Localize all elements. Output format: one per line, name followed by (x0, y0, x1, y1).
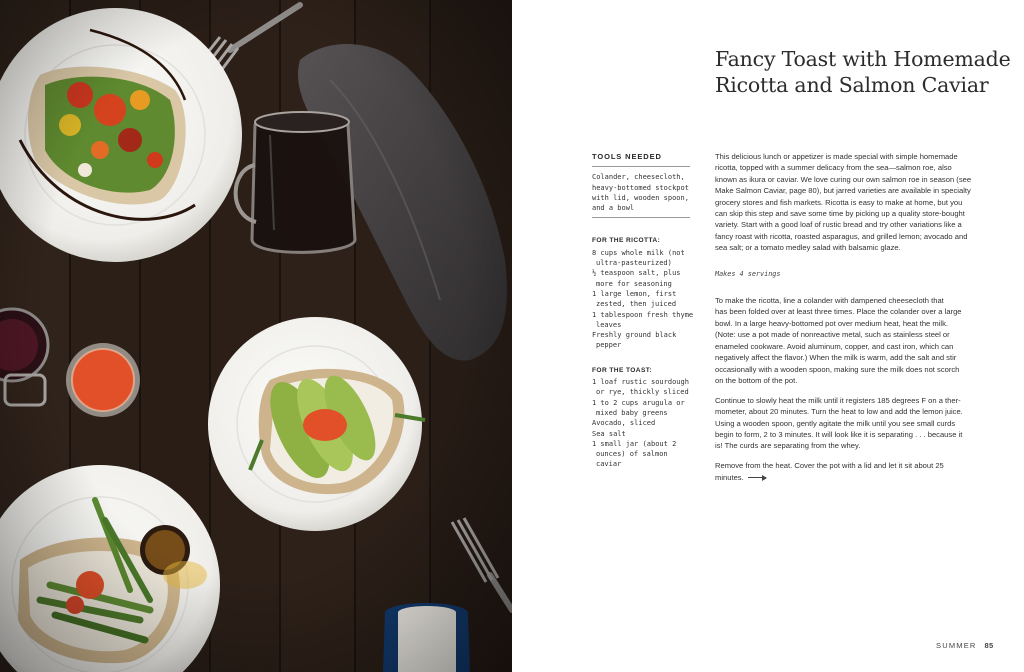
ingredient-line: 8 cups whole milk (not (592, 248, 685, 257)
ingredient-line: ultra-pasteurized) (596, 259, 672, 268)
tools-line: with lid, wooden spoon, (592, 193, 689, 202)
continue-arrow-icon (748, 477, 766, 478)
body-line: begin to form, 2 to 3 minutes. It will look like it is separating . . . because it (715, 430, 963, 440)
body-line: has been folded over at least three times. Place the colander over a large (715, 307, 962, 317)
ingredient-line: Avocado, sliced (592, 419, 656, 428)
tools-line: Colander, cheesecloth, (592, 173, 685, 182)
tools-line: and a bowl (592, 204, 635, 213)
ingredient-line: 1 tablespoon fresh thyme (592, 310, 694, 319)
step-paragraph (715, 295, 991, 386)
page-footer (936, 641, 994, 650)
ingredient-line: Sea salt (592, 429, 626, 438)
ingredient-line: more for seasoning (596, 279, 672, 288)
recipe-title (715, 46, 1015, 98)
body-line: known as ikura or caviar. We love curing our own salmon roe in season (see (715, 174, 972, 184)
recipe-body (715, 151, 991, 483)
recipe-page (512, 0, 1024, 672)
toast-ingredients (592, 366, 690, 470)
body-line-text: minutes. (715, 472, 744, 482)
body-line: (Note: use a pot made of nonreactive metal, such as stainless steel or (715, 330, 950, 340)
tools-line: heavy-bottomed stockpot (592, 183, 689, 192)
body-line: on the bottom of the pot. (715, 375, 798, 385)
tools-list (592, 172, 690, 218)
body-line: grocery stores and fish markets. Ricotta is easy to make at home, but you (715, 197, 963, 207)
ricotta-ingredients (592, 236, 694, 350)
body-line: enameled cookware. Avoid aluminum, copper, and cast iron, which can (715, 341, 954, 351)
title-line: Ricotta and Salmon Caviar (715, 73, 989, 97)
body-line: variety. Start with a good loaf of rustic bread and try other variations like a (715, 220, 962, 230)
title-line: Fancy Toast with Homemade (715, 47, 1011, 71)
step-paragraph (715, 460, 991, 483)
body-line: Using a wooden spoon, gently agitate the milk until you see small curds (715, 418, 956, 428)
body-line: Continue to slowly heat the milk until it registers 185 degrees F on a ther- (715, 395, 961, 405)
ricotta-heading: FOR THE RICOTTA: (592, 237, 661, 245)
ingredient-line: or rye, thickly sliced (596, 388, 689, 397)
body-line: This delicious lunch or appetizer is made special with simple homemade (715, 152, 958, 161)
body-line: occasionally with a wooden spoon, making sure the milk does not scorch (715, 364, 960, 374)
body-line: Make Salmon Caviar, page 80), but jarred varieties are available in specialty (715, 186, 971, 196)
ingredient-line: leaves (596, 320, 622, 329)
ingredient-line: ½ teaspoon salt, plus (592, 269, 681, 278)
ingredient-line: mixed baby greens (596, 408, 668, 417)
ingredient-line: pepper (596, 341, 622, 350)
body-line: is! The curds are separating from the whey. (715, 441, 861, 451)
toast-heading: FOR THE TOAST: (592, 366, 653, 374)
ingredient-line: zested, then juiced (596, 300, 677, 309)
ingredient-line: Freshly ground black (592, 331, 677, 340)
section-name: SUMMER (936, 641, 977, 650)
body-line: bowl. In a large heavy-bottomed pot over medium heat, heat the milk. (715, 318, 948, 328)
body-line: To make the ricotta, line a colander with dampened cheesecloth that (715, 296, 944, 306)
body-line: fancy roast with ricotta, roasted asparagus, and grilled lemon; avocado and (715, 231, 968, 241)
body-line (715, 472, 991, 483)
body-line: ricotta, topped with a summer delicacy from the sea—salmon roe, also (715, 163, 952, 173)
page-number: 85 (984, 641, 994, 650)
body-line: negatively affect the flavor.) When the milk is warm, add the salt and stir (715, 353, 957, 363)
tools-heading: TOOLS NEEDED (592, 152, 690, 167)
ingredient-line: ounces) of salmon (596, 450, 668, 459)
ingredient-line: 1 large lemon, first (592, 289, 677, 298)
body-line: Remove from the heat. Cover the pot with a lid and let it sit about 25 (715, 461, 944, 471)
body-line: sea salt; or a tomato medley salad with balsamic glaze. (715, 243, 901, 253)
ingredients-sidebar (592, 152, 694, 485)
body-line: can skip this step and save some time by picking up a quality store-bought (715, 209, 965, 219)
ingredient-line: 1 loaf rustic sourdough (592, 378, 689, 387)
body-line: mometer, about 20 minutes. Turn the heat to low and add the lemon juice. (715, 407, 963, 417)
intro-paragraph (715, 151, 991, 254)
ingredient-line: 1 small jar (about 2 (592, 439, 677, 448)
servings-note: Makes 4 servings (715, 269, 781, 278)
ingredient-line: 1 to 2 cups arugula or (592, 398, 685, 407)
ingredient-line: caviar (596, 460, 622, 469)
step-paragraph (715, 395, 991, 452)
